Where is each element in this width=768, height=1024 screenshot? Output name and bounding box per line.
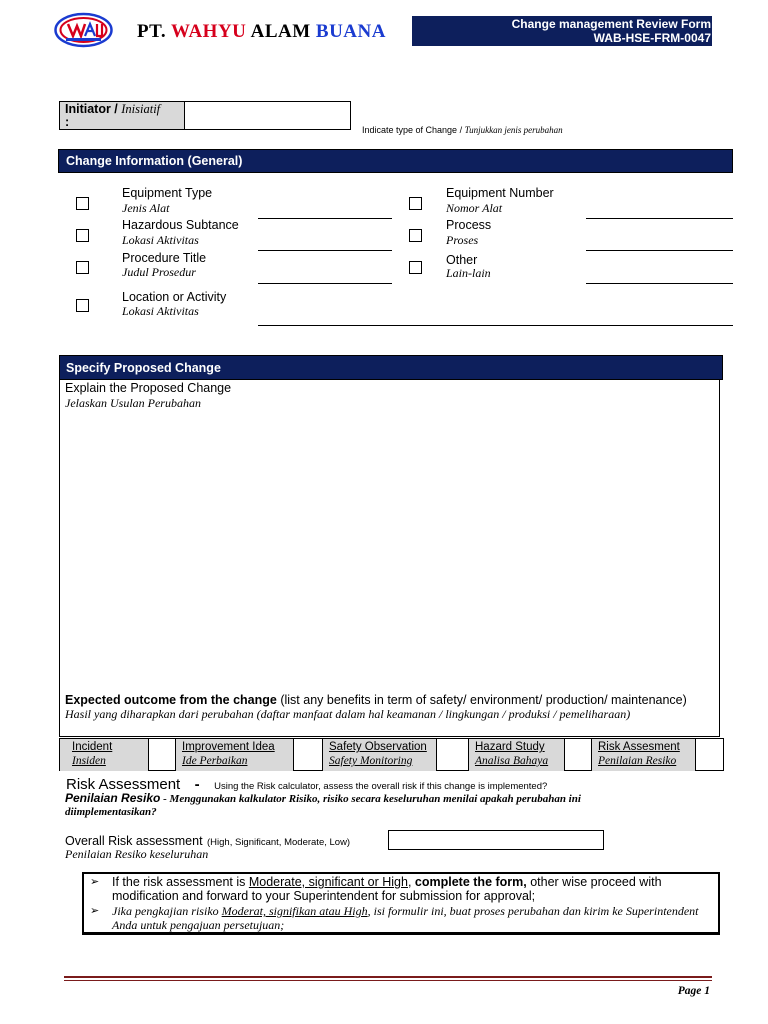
initiator-label-id: Inisiatif bbox=[121, 102, 161, 116]
category-hazard-study-check[interactable] bbox=[565, 739, 592, 771]
expected-outcome-sub: Hasil yang diharapkan dari perubahan (daftar manfaat dalam hal keamanan / lingkungan / produksi / pemeliharaan) bbox=[65, 707, 631, 721]
category-row bbox=[59, 738, 724, 771]
other-sub: Lain-lain bbox=[446, 266, 491, 280]
footer-rule-thin bbox=[64, 980, 712, 981]
form-title-banner bbox=[412, 16, 712, 46]
procedure-title-line[interactable] bbox=[258, 283, 392, 284]
indicate-type-hint bbox=[362, 125, 563, 136]
equipment-type-line[interactable] bbox=[258, 218, 392, 219]
category-risk-assessment-check[interactable] bbox=[696, 739, 723, 771]
risk-assessment-dash: - bbox=[194, 776, 200, 793]
company-prefix: PT. bbox=[137, 21, 167, 42]
initiator-colon: : bbox=[65, 115, 70, 129]
category-hazard-study-label: Hazard Study bbox=[475, 741, 545, 753]
checkbox-equipment-type[interactable] bbox=[76, 197, 89, 210]
company-logo bbox=[54, 12, 113, 48]
footer-rule bbox=[64, 976, 712, 978]
initiator-label-en: Initiator / bbox=[65, 102, 118, 116]
note-en-arrow: ➢ bbox=[90, 876, 100, 888]
equipment-number-line[interactable] bbox=[586, 218, 733, 219]
change-info-header bbox=[58, 149, 733, 173]
equipment-number-label: Equipment Number bbox=[446, 186, 554, 200]
category-hazard-study-cell bbox=[469, 739, 565, 771]
category-risk-assessment-sub: Penilaian Resiko bbox=[598, 755, 677, 767]
category-improvement-cell bbox=[176, 739, 294, 771]
process-sub: Proses bbox=[446, 233, 479, 247]
indicate-type-en: Indicate type of Change / bbox=[362, 125, 463, 135]
initiator-input[interactable] bbox=[184, 101, 351, 130]
category-hazard-study-sub: Analisa Bahaya bbox=[475, 755, 549, 767]
other-line[interactable] bbox=[586, 283, 733, 284]
category-incident-sub: Insiden bbox=[72, 755, 106, 767]
note-en-bold: complete the form, bbox=[414, 875, 527, 889]
note-id-post: , isi formulir ini, buat proses perubahan dan kirim ke Superintendent Anda untuk pengajuan persetujuan; bbox=[112, 904, 699, 932]
category-risk-assessment-cell bbox=[592, 739, 696, 771]
notes-box bbox=[82, 872, 720, 935]
overall-risk-heading: Overall Risk assessment bbox=[65, 834, 203, 848]
note-en-levels: Moderate, significant or High bbox=[248, 875, 408, 889]
form-code: WAB-HSE-FRM-0047 bbox=[593, 31, 711, 45]
category-incident-check[interactable] bbox=[149, 739, 176, 771]
expected-outcome-bold: Expected outcome from the change bbox=[65, 693, 277, 707]
overall-risk-sub: Penilaian Resiko keseluruhan bbox=[65, 847, 209, 861]
form-title: Change management Review Form bbox=[511, 17, 711, 31]
expected-outcome-rest: (list any benefits in term of safety/ environment/ production/ maintenance) bbox=[276, 693, 687, 707]
explain-label: Explain the Proposed Change bbox=[65, 381, 232, 395]
procedure-title-label: Procedure Title bbox=[122, 251, 207, 265]
checkbox-hazardous-substance[interactable] bbox=[76, 229, 89, 242]
risk-assessment-hint: Using the Risk calculator, assess the overall risk if this change is implemented? bbox=[214, 781, 548, 792]
change-info-heading: Change Information (General) bbox=[66, 154, 243, 168]
proposed-change-heading: Specify Proposed Change bbox=[66, 361, 221, 375]
checkbox-other[interactable] bbox=[409, 261, 422, 274]
explain-sub: Jelaskan Usulan Perubahan bbox=[65, 396, 201, 410]
category-risk-assessment-label: Risk Assesment bbox=[598, 741, 680, 753]
indicate-type-id: Tunjukkan jenis perubahan bbox=[464, 125, 563, 135]
company-word-alam: ALAM bbox=[250, 21, 311, 42]
note-id-levels: Moderat, signifikan atau High bbox=[221, 904, 368, 918]
other-label: Other bbox=[446, 253, 478, 267]
overall-risk-options: (High, Significant, Moderate, Low) bbox=[207, 837, 351, 848]
checkbox-location-activity[interactable] bbox=[76, 299, 89, 312]
location-activity-label: Location or Activity bbox=[122, 290, 227, 304]
checkbox-process[interactable] bbox=[409, 229, 422, 242]
note-id-arrow: ➢ bbox=[90, 905, 100, 917]
note-en-comma: , bbox=[407, 875, 415, 889]
note-id bbox=[112, 904, 707, 932]
category-safety-observation-label: Safety Observation bbox=[329, 741, 427, 753]
procedure-title-sub: Judul Prosedur bbox=[122, 265, 196, 279]
risk-assessment-sub-rest: - Menggunakan kalkulator Risiko, risiko secara keseluruhan menilai apakah perubahan ini diimplementasikan? bbox=[65, 793, 581, 818]
category-safety-observation-cell bbox=[323, 739, 437, 771]
category-improvement-label: Improvement Idea bbox=[182, 741, 275, 753]
note-en-pre: If the risk assessment is bbox=[112, 875, 249, 889]
equipment-type-label: Equipment Type bbox=[122, 186, 213, 200]
proposed-change-header bbox=[59, 355, 723, 380]
category-incident-label: Incident bbox=[72, 741, 113, 753]
note-id-pre: Jika pengkajian risiko bbox=[112, 904, 222, 918]
risk-assessment-heading: Risk Assessment bbox=[66, 776, 181, 793]
note-en bbox=[112, 875, 702, 903]
company-word-buana: BUANA bbox=[315, 21, 386, 42]
proposed-change-box[interactable] bbox=[59, 379, 720, 737]
overall-risk-input[interactable] bbox=[388, 830, 604, 850]
checkbox-procedure-title[interactable] bbox=[76, 261, 89, 274]
location-activity-line[interactable] bbox=[258, 325, 733, 326]
initiator-label-cell bbox=[59, 101, 185, 130]
equipment-type-sub: Jenis Alat bbox=[122, 201, 170, 215]
process-line[interactable] bbox=[586, 250, 733, 251]
hazardous-substance-sub: Lokasi Aktivitas bbox=[122, 233, 199, 247]
hazardous-substance-line[interactable] bbox=[258, 250, 392, 251]
expected-outcome-label bbox=[65, 693, 687, 708]
company-name bbox=[137, 20, 386, 44]
category-improvement-check[interactable] bbox=[294, 739, 323, 771]
note-en-post: other wise proceed with modification and forward to your Superintendent for submission for approval; bbox=[112, 875, 662, 903]
risk-assessment-sub bbox=[65, 792, 665, 819]
risk-assessment-sub-title: Penilaian Resiko bbox=[65, 791, 161, 805]
equipment-number-sub: Nomor Alat bbox=[446, 201, 503, 215]
checkbox-equipment-number[interactable] bbox=[409, 197, 422, 210]
category-incident-cell bbox=[60, 739, 149, 771]
hazardous-substance-label: Hazardous Subtance bbox=[122, 218, 239, 232]
company-word-wahyu: WAHYU bbox=[171, 21, 247, 42]
location-activity-sub: Lokasi Aktivitas bbox=[122, 304, 199, 318]
category-improvement-sub: Ide Perbaikan bbox=[182, 755, 248, 767]
initiator-label bbox=[65, 102, 160, 116]
page-number: Page 1 bbox=[677, 985, 710, 997]
process-label: Process bbox=[446, 218, 492, 232]
category-safety-observation-sub: Safety Monitoring bbox=[329, 755, 413, 767]
category-safety-observation-check[interactable] bbox=[437, 739, 469, 771]
